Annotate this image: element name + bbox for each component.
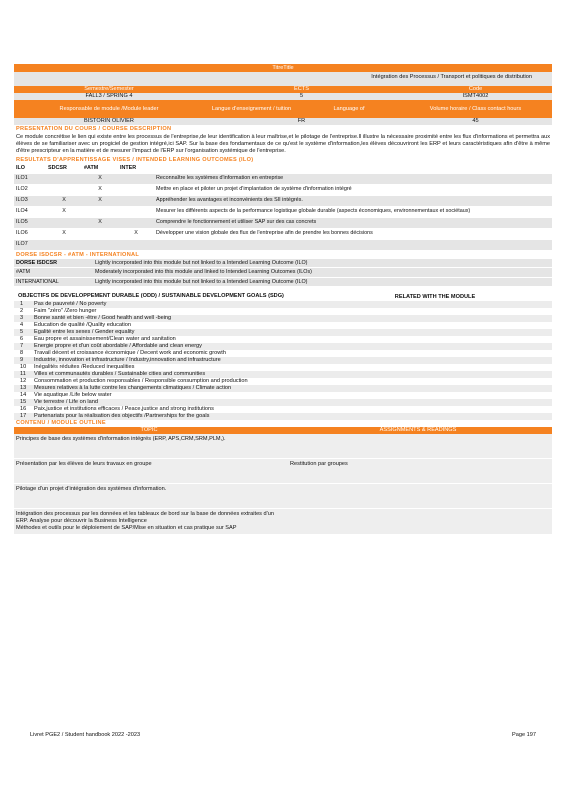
leader-header-row (14, 100, 552, 118)
dorse-value: Lightly incorporated into this module but not linked to a Intended Learning Outcome (ILO) (93, 277, 552, 287)
ilo-id: ILO1 (14, 173, 46, 184)
volume-label: Volume horaire / Class contact hours (429, 105, 522, 112)
sdg-text: Industrie, innovation et infrastructure / Industry,innovation and infrastructure (34, 357, 221, 364)
ilo-sdcsr (46, 173, 82, 184)
sdg-text: Travail décent et croissance économique / Decent work and economic growth (34, 350, 226, 357)
ects-label: ECTS (294, 86, 309, 92)
code-value: ISMT4002 (462, 93, 489, 99)
title-label: TitreTitle (14, 64, 552, 72)
sdg-text: Eau propre et assainissement/Clean water and sanitation (34, 336, 176, 343)
sdg-item (14, 406, 552, 413)
hours-value: 45 (472, 118, 479, 124)
ilo-sdcsr: X (46, 206, 82, 217)
ilo-id: ILO4 (14, 206, 46, 217)
sdg-text: Bonne santé et bien -être / Good health and well -being (34, 315, 172, 322)
outcomes-header-row (14, 164, 552, 173)
ilo-atm (82, 206, 118, 217)
sdg-item (14, 392, 552, 399)
content-row (14, 509, 552, 535)
content-header-row (14, 427, 552, 434)
ilo-sdcsr (46, 184, 82, 195)
ilo-atm: X (82, 184, 118, 195)
footer-page: Page 197 (512, 732, 536, 738)
dorse-table (14, 259, 552, 288)
ilo-row (14, 239, 552, 250)
sdg-text: Energie propre et d'un coût abordable / Affordable and clean energy (34, 343, 202, 350)
sdg-number: 9 (20, 357, 24, 364)
sdg-number: 1 (20, 301, 24, 308)
ilo-atm: X (82, 173, 118, 184)
ilo-row (14, 217, 552, 228)
ilo-inter (118, 173, 154, 184)
dorse-value: Lightly incorporated into this module but not linked to a Intended Learning Outcome (ILO) (93, 259, 552, 268)
ilo-inter (118, 195, 154, 206)
course-sheet (14, 64, 552, 535)
dorse-key: #ATM (14, 268, 93, 278)
sdg-item (14, 399, 552, 406)
sdg-number: 11 (20, 371, 26, 378)
dorse-row (14, 268, 552, 278)
semester-header-row (14, 86, 552, 93)
sdg-item (14, 308, 552, 315)
ilo-text: Appréhender les avantages et inconvénients des SII intégrés. (154, 195, 552, 206)
sdg-number: 16 (20, 406, 27, 413)
content-row (14, 459, 552, 484)
sdg-item (14, 357, 552, 364)
ilo-text: Mettre en place et piloter un projet d'implantation de système d'information intégré (154, 184, 552, 195)
content-topic: Pilotage d'un projet d'intégration des systèmes d'information. (16, 486, 167, 493)
language-label: Language of (333, 105, 365, 112)
assign-label: ASSIGNMENTS & READINGS (379, 427, 457, 434)
topic-label: TOPIC (140, 427, 158, 434)
ilo-id: ILO7 (14, 239, 46, 250)
ilo-id: ILO5 (14, 217, 46, 228)
ilo-inter (118, 206, 154, 217)
sdg-heading: OBJECTIFS DE DEVELOPPEMENT DURABLE (ODD) / SUSTAINABLE DEVELOPMENT GOALS (SDG) (18, 293, 284, 300)
col-ilo: ILO (14, 164, 46, 173)
sdg-number: 6 (20, 336, 24, 343)
title-value: Intégration des Processus / Transport et politiques de distribution (14, 72, 552, 86)
sdg-number: 17 (20, 413, 27, 420)
sdg-number: 12 (20, 378, 27, 385)
sdg-item (14, 413, 552, 420)
sdg-number: 2 (20, 308, 24, 315)
ilo-text (154, 239, 552, 250)
sdg-text: Egalité entre les sexes / Gender equality (34, 329, 135, 336)
sdg-item (14, 378, 552, 385)
ilo-row (14, 195, 552, 206)
ilo-id: ILO6 (14, 228, 46, 239)
sdg-text: Mesures relatives à la lutte contre les changements climatiques / Climate action (34, 385, 232, 392)
content-heading: CONTENU / MODULE OUTLINE (16, 420, 106, 427)
ilo-sdcsr: X (46, 228, 82, 239)
ilo-text: Reconnaître les systèmes d'information en entreprise (154, 173, 552, 184)
dorse-key: INTERNATIONAL (14, 277, 93, 287)
presentation-heading: PRESENTATION DU COURS / COURSE DESCRIPTION (16, 126, 172, 132)
sdg-item (14, 301, 552, 308)
content-assign: Restitution par groupes (290, 461, 348, 468)
sdg-list (14, 301, 552, 420)
sdg-text: Villes et communautés durables / Sustainable cities and communities (34, 371, 206, 378)
sdg-text: Faim "zéro" /Zero hunger (34, 308, 97, 315)
leader-value-row (14, 118, 552, 125)
sdg-text: Inégalités réduites /Reduced inequalities (34, 364, 135, 371)
content-row (14, 434, 552, 459)
presentation-text: Ce module concrétise le lien qui existe entre les processus de l'entreprise,de leur identification à leur maîtrise,et le pilotage de l'entreprise.Il illustre la nécessaire proximité entre les flux d'informations et permettra aux élèves de se familiariser avec un progiciel de gestion intégré,ici SAP. Sur la base des fondamentaux de ce qu'est le système d'information,les élèves découvriront les ERP et leurs caractéristiques afin d'être à même d'être prescripteur en la matière et de mesurer l'impact de l'ERP sur l'organisation systémique de l'entreprise. (16, 134, 550, 154)
sdg-item (14, 329, 552, 336)
content-topic: Intégration des processus par les données et les tableaux de bord sur la base de données extraites d'un ERP. Analyse pour découvrir la Business Intelligence Méthodes et outils pour le déploiement de SAP/Mise en situation et cas pratique sur SAP (16, 511, 274, 532)
sdg-item (14, 385, 552, 392)
dorse-row (14, 259, 552, 268)
ilo-sdcsr (46, 239, 82, 250)
ects-value: 5 (299, 93, 304, 99)
ilo-sdcsr (46, 217, 82, 228)
ilo-sdcsr: X (46, 195, 82, 206)
outcomes-heading: RESULTATS D'APPRENTISSAGE VISES / INTENDED LEARNING OUTCOMES (ILO) (16, 157, 254, 163)
sdg-number: 3 (20, 315, 24, 322)
ilo-row (14, 184, 552, 195)
col-sdcsr: SDCSR (46, 164, 82, 173)
dorse-heading: DORSE ISDCSR - #ATM - INTERNATIONAL (16, 251, 140, 258)
ilo-text: Développer une vision globale des flux de l'entreprise afin de prendre les bonnes décisions (154, 228, 552, 239)
dorse-key: DORSE ISDCSR (14, 259, 93, 268)
responsable-label: Responsable de module /Module leader (59, 105, 159, 112)
sdg-item (14, 364, 552, 371)
content-assign (288, 484, 552, 508)
sdg-item (14, 336, 552, 343)
sdg-text: Consommation et production responsables / Responsible consumption and production (34, 378, 248, 385)
semester-value: FALL3 / SPRING 4 (85, 93, 133, 99)
sdg-text: Vie terrestre / Life on land (34, 399, 98, 406)
sdg-number: 8 (20, 350, 24, 357)
content-assign (288, 434, 552, 458)
sdg-header (14, 293, 552, 301)
sdg-item (14, 371, 552, 378)
sdg-item (14, 322, 552, 329)
content-body (14, 434, 552, 535)
dorse-row (14, 277, 552, 287)
page-footer (30, 732, 536, 738)
content-topic: Principes de base des systèmes d'information intégrés (ERP, APS,CRM,SRM,PLM,). (16, 436, 226, 443)
content-row (14, 484, 552, 509)
sdg-number: 13 (20, 385, 27, 392)
ilo-id: ILO2 (14, 184, 46, 195)
sdg-number: 4 (20, 322, 24, 329)
sdg-number: 7 (20, 343, 24, 350)
content-topic: Présentation par les élèves de leurs travaux en groupe (16, 461, 152, 468)
dorse-value: Moderately incorporated into this module and linked to Intended Learning Outcomes (ILOs) (93, 268, 552, 278)
leader-value: BISTORIN OLIVIER (84, 118, 134, 124)
semester-label: Semestre/Semester (84, 86, 134, 92)
ilo-inter (118, 239, 154, 250)
sdg-number: 5 (20, 329, 24, 336)
content-assign (288, 509, 552, 534)
sdg-item (14, 315, 552, 322)
ilo-atm: X (82, 217, 118, 228)
sdg-text: Partenariats pour la réalisation des objectifs /Partnerships for the goals (34, 413, 210, 420)
sdg-text: Vie aquatique /Life below water (34, 392, 112, 399)
sdg-number: 10 (20, 364, 27, 371)
ilo-inter (118, 217, 154, 228)
ilo-row (14, 228, 552, 239)
sdg-related: RELATED WITH THE MODULE (394, 294, 476, 301)
ilo-inter (118, 184, 154, 195)
ilo-text: Mesurer les différents aspects de la performance logistique globale durable (aspects économiques, environnementaux et sociétaux) (154, 206, 552, 217)
outcomes-table (14, 164, 552, 251)
col-atm: #ATM (82, 164, 118, 173)
ilo-row (14, 173, 552, 184)
ilo-row (14, 206, 552, 217)
col-inter: INTER (118, 164, 154, 173)
semester-value-row (14, 93, 552, 100)
ilo-atm: X (82, 195, 118, 206)
sdg-text: Pas de pauvreté / No poverty (34, 301, 107, 308)
code-label: Code (468, 86, 483, 92)
ilo-id: ILO3 (14, 195, 46, 206)
ilo-text: Comprendre le fonctionnement et utiliser SAP sur des cas concrets (154, 217, 552, 228)
langue-value: FR (297, 118, 306, 124)
sdg-number: 15 (20, 399, 27, 406)
ilo-atm (82, 239, 118, 250)
sdg-number: 14 (20, 392, 27, 399)
ilo-atm (82, 228, 118, 239)
sdg-text: Education de qualité /Quality education (34, 322, 132, 329)
langue-label: Langue d'enseignement / tuition (211, 105, 292, 112)
footer-left: Livret PGE2 / Student handbook 2022 -2023 (30, 732, 141, 738)
ilo-inter: X (118, 228, 154, 239)
sdg-item (14, 350, 552, 357)
sdg-item (14, 343, 552, 350)
sdg-text: Paix,justice et institutions efficaces / Peace,justice and strong institutions (34, 406, 214, 413)
